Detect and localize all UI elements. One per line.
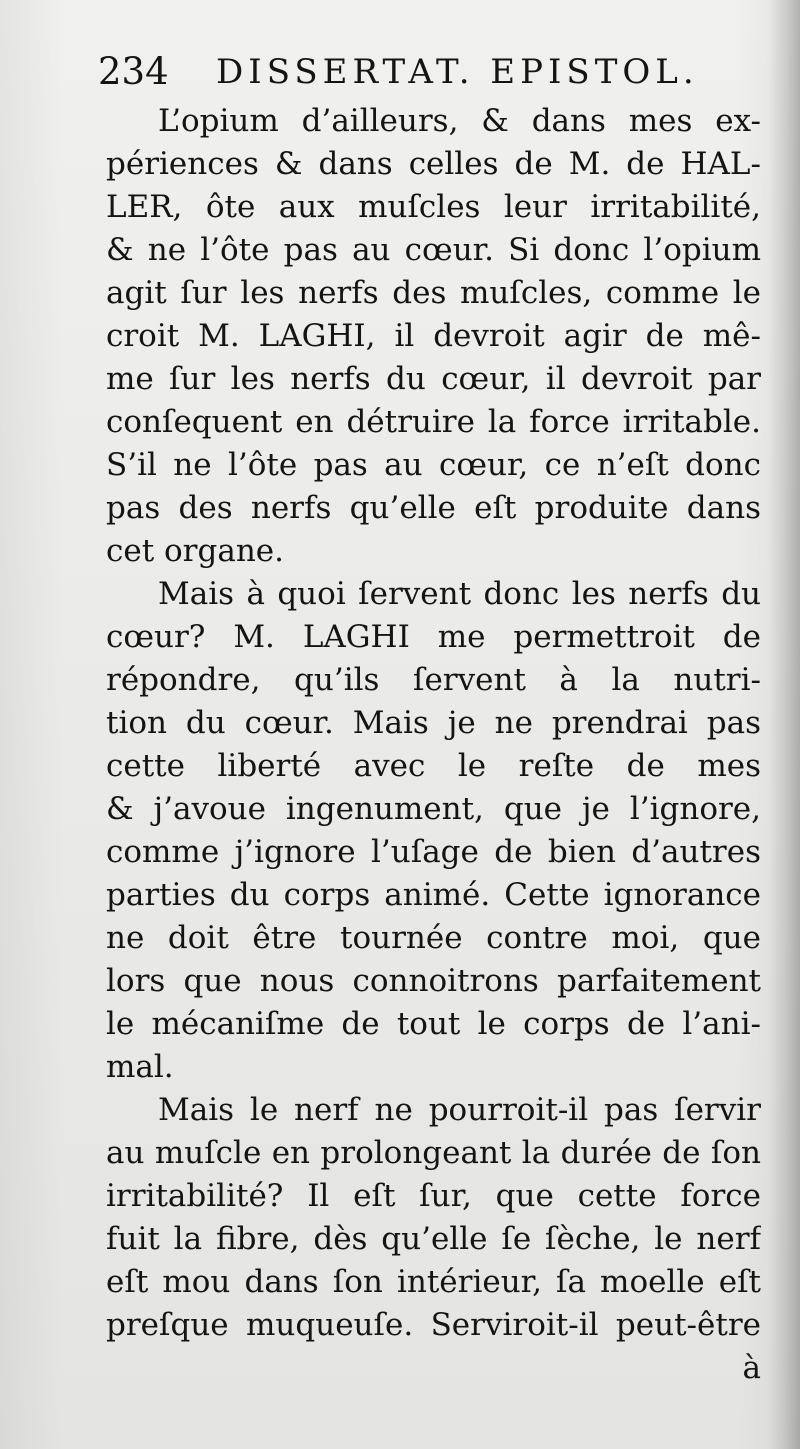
catchword: à [742,1350,761,1386]
text-line: conſequent en détruire la force irritable. [106,404,761,440]
text-line: ne doit être tournée contre moi, que [106,920,761,956]
text-line: irritabilité? Il eſt ſur, que cette force [106,1178,761,1214]
text-line: Mais à quoi ſervent donc les nerfs du [158,576,761,612]
text-line: périences & dans celles de M. de HAL- [106,146,761,182]
text-line: & j’avoue ingenument, que je l’ignore, [106,791,761,827]
text-line: le mécaniſme de tout le corps de l’ani- [106,1006,761,1042]
running-head: DISSERTAT. EPISTOL. [216,52,699,92]
text-line: agit ſur les nerfs des muſcles, comme le [106,275,761,311]
text-line: & ne l’ôte pas au cœur. Si donc l’opium [106,232,761,268]
text-line: comme j’ignore l’uſage de bien d’autres [106,834,761,870]
page-edge-shadow [768,0,800,1449]
text-line: S’il ne l’ôte pas au cœur, ce n’eſt donc [106,447,761,483]
text-line: L’opium d’ailleurs, & dans mes ex- [158,103,761,139]
text-line: parties du corps animé. Cette ignorance [106,877,761,913]
text-line: croit M. LAGHI, il devroit agir de mê- [106,318,761,354]
text-line: pas des nerfs qu’elle eſt produite dans [106,490,761,526]
text-line: cet organe. [106,533,284,569]
text-line: LER, ôte aux muſcles leur irritabilité, [106,189,761,225]
text-line: répondre, qu’ils ſervent à la nutri- [106,662,761,698]
text-line: eſt mou dans ſon intérieur, ſa moelle eſt [106,1264,761,1300]
text-line: au muſcle en prolongeant la durée de ſon [106,1135,761,1171]
text-line: me ſur les nerfs du cœur, il devroit par [106,361,761,397]
text-line: cette liberté avec le reſte de mes [106,748,761,784]
text-line: mal. [106,1049,174,1085]
page-number: 234 [98,50,169,93]
text-line: cœur? M. LAGHI me permettroit de [106,619,761,655]
text-line: Mais le nerf ne pourroit-il pas ſervir [158,1092,761,1128]
text-line: fuit la fibre, dès qu’elle ſe ſèche, le nerf [106,1221,761,1257]
text-line: tion du cœur. Mais je ne prendrai pas [106,705,761,741]
text-line: preſque muqueuſe. Serviroit-il peut-être [106,1307,761,1343]
body-text [106,100,761,1390]
page-header [98,48,748,96]
text-line: lors que nous connoitrons parfaitement [106,963,761,999]
